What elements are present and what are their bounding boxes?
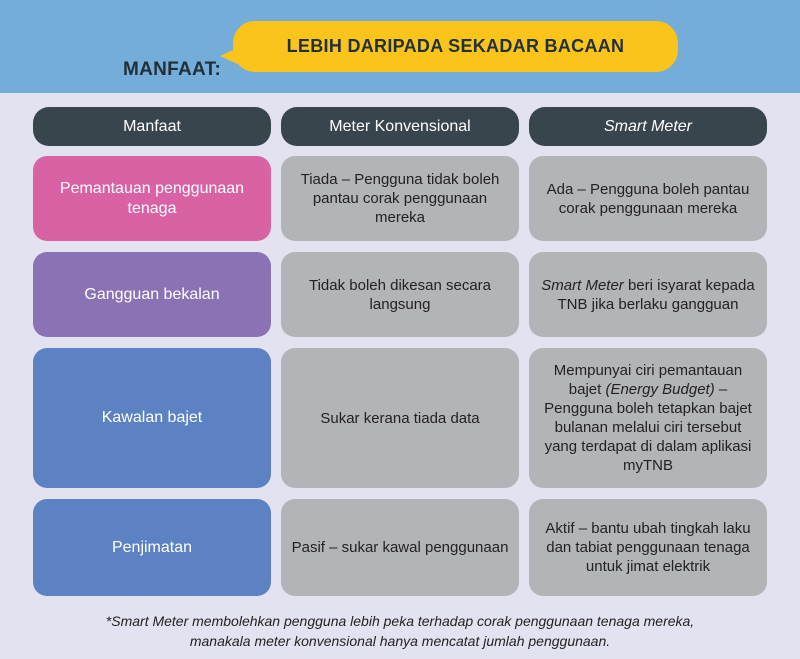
column-header-smart-meter: Smart Meter <box>529 107 767 146</box>
smart-supply-disruption <box>529 252 767 337</box>
smart-text-b: – Pengguna boleh tetapkan bajet bulanan melalui ciri tersebut yang terdapat di dalam aplikasi myTNB <box>544 381 752 474</box>
benefit-label: Penjimatan <box>111 538 193 556</box>
footnote <box>0 611 800 651</box>
benefit-energy-monitoring <box>33 156 271 241</box>
footnote-line-2: manakala meter konvensional hanya mencatat jumlah penggunaan. <box>189 633 611 649</box>
smart-energy-monitoring <box>529 156 767 241</box>
benefit-budget-control <box>33 348 271 488</box>
footnote-line-1: *Smart Meter membolehkan pengguna lebih peka terhadap corak penggunaan tenaga mereka, <box>105 613 695 629</box>
conventional-text: Pasif – sukar kawal penggunaan <box>291 539 509 556</box>
smart-text: Aktif – bantu ubah tingkah laku dan tabiat penggunaan tenaga untuk jimat elektrik <box>545 520 751 575</box>
conventional-text: Tiada – Pengguna tidak boleh pantau corak penggunaan mereka <box>300 171 500 226</box>
benefit-label: Pemantauan penggunaan tenaga <box>59 179 245 217</box>
smart-text-a: Mempunyai ciri pemantauan bajet <box>553 362 743 398</box>
benefit-savings <box>33 499 271 596</box>
smart-budget-control <box>529 348 767 488</box>
benefit-label: Gangguan bekalan <box>84 285 220 303</box>
benefit-label: Kawalan bajet <box>101 409 203 426</box>
energy-budget-emphasis: (Energy Budget) <box>605 381 715 398</box>
smart-text <box>539 361 757 475</box>
conventional-energy-monitoring <box>281 156 519 241</box>
conventional-savings <box>281 499 519 596</box>
header-label: MANFAAT: <box>123 59 222 80</box>
conventional-text: Sukar kerana tiada data <box>320 409 480 427</box>
conventional-budget-control <box>281 348 519 488</box>
conventional-supply-disruption <box>281 252 519 337</box>
smart-text: Ada – Pengguna boleh pantau corak penggunaan mereka <box>546 180 750 217</box>
smart-text-rest: beri isyarat kepada TNB jika berlaku gangguan <box>557 276 755 313</box>
column-header-manfaat: Manfaat <box>33 107 271 146</box>
smart-text <box>539 276 757 314</box>
smart-savings <box>529 499 767 596</box>
smart-meter-emphasis: Smart Meter <box>541 276 624 294</box>
speech-bubble-title: LEBIH DARIPADA SEKADAR BACAAN <box>233 21 678 72</box>
column-header-conventional: Meter Konvensional <box>281 107 519 146</box>
conventional-text: Tidak boleh dikesan secara langsung <box>308 276 492 313</box>
benefit-supply-disruption <box>33 252 271 337</box>
